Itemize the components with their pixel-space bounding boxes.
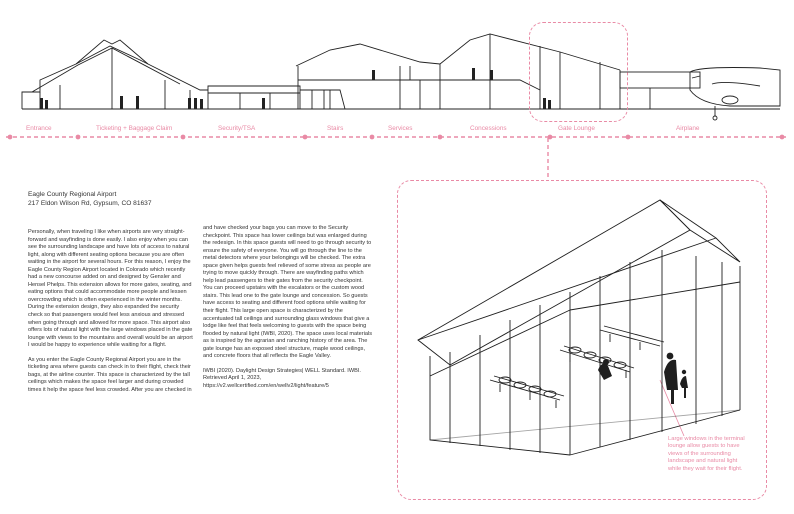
window-callout: Large windows in the terminal lounge allow guests to have views of the surrounding landscape and natural light while they wait for their flight. bbox=[668, 436, 745, 472]
timeline-label-stairs: Stairs bbox=[327, 125, 344, 132]
body-column-right bbox=[203, 225, 373, 397]
ticketing-hall-section bbox=[22, 40, 208, 109]
body-paragraph: Personally, when traveling I like when airports are very straight-forward and wayfinding is done easily. I also enjoy when you can see the surrounding landscape and have lots of access to natural light, along with different seating options because you are often waiting in the airport for several hours. For this reason, I enjoy the Eagle County Region Airport located in Colorado which recently had a new concourse added on and designed by Gensler and Hensel Phelps. This extension allows for more gates, seating, and eating options that could accommodate more people and lessen overcrowding which is often experienced in the winter months. During the extension design, they also expanded the security check so that passengers would feel less anxious and stressed when going through and allowed for more space. This airport also offers lots of natural light with the large windows placed in the gate lounge with views to the mountains and overall would be an airport I would be happy to experience while waiting for a flight. bbox=[28, 229, 193, 349]
services-section bbox=[296, 44, 440, 109]
timeline-dot bbox=[438, 135, 443, 140]
timeline-label-services: Services bbox=[388, 125, 413, 132]
timeline-dot bbox=[303, 135, 308, 140]
timeline-dot bbox=[780, 135, 785, 140]
body-paragraph: and have checked your bags you can move to the Security checkpoint. This space has lower ceilings but was enlarged during the redesign. In this space guests will need to go through security to ensure the safety of everyone. You will go through the line to the metal detectors where your belongings will be checked. The extra space given helps guests feel relieved of some stress as people are trying to move quickly through. There are wayfinding paths which help lead passengers to their gates from the security checkpoint. You can proceed upstairs with the escalators or the custom wood stairs. This lead one to the gate lounge and concession. So guests have access to seating and different food options while waiting for their flight. This large open space is characterized by the accentuated tall ceilings and surrounding glass windows that give a lodge like feel that feels welcoming to guests with the space being flooded by natural light (IWBI, 2020). The space uses local materials as is inspired by the agrarian and ranching history of the area. The gate lounge has an exposed steel structure, maple wood ceilings, and concrete floors that all reflects the Eagle Valley. bbox=[203, 225, 373, 360]
airport-address: 217 Eldon Wilson Rd, Gypsum, CO 81637 bbox=[28, 200, 152, 207]
timeline-label-gate-lounge: Gate Lounge bbox=[558, 125, 595, 132]
airport-title-block bbox=[28, 190, 152, 208]
timeline-label-ticketing: Ticketing + Baggage Claim bbox=[96, 125, 173, 132]
people-silhouettes bbox=[40, 68, 551, 109]
citation: IWBI (2020). Daylight Design Strategies| WELL Standard. IWBI. Retrieved April 1, 2023, https://v2.wellcertified.com/en/wellv2/light/feature/5 bbox=[203, 367, 361, 389]
timeline-label-security: Security/TSA bbox=[218, 125, 256, 132]
timeline-dot bbox=[370, 135, 375, 140]
timeline-dot bbox=[76, 135, 81, 140]
timeline-dot bbox=[181, 135, 186, 140]
timeline-label-entrance: Entrance bbox=[26, 125, 52, 132]
timeline-dot bbox=[8, 135, 13, 140]
timeline-dot bbox=[626, 135, 631, 140]
jet-bridge bbox=[620, 72, 700, 109]
body-column-left bbox=[28, 229, 194, 401]
security-section bbox=[208, 86, 300, 109]
timeline-label-concessions: Concessions bbox=[470, 125, 507, 132]
airport-name: Eagle County Regional Airport bbox=[28, 191, 117, 198]
gate-lounge-section-highlight bbox=[529, 22, 628, 122]
timeline-label-airplane: Airplane bbox=[676, 125, 700, 132]
airplane bbox=[690, 68, 780, 121]
body-paragraph: As you enter the Eagle County Regional Airport you are in the ticketing area where guests can check in to their flight, check their bags, at the airline counter. This space is characterized by the tall ceilings which makes the space feel larger and during crowded times it help the space feel less crowded. After you are checked in bbox=[28, 356, 192, 393]
